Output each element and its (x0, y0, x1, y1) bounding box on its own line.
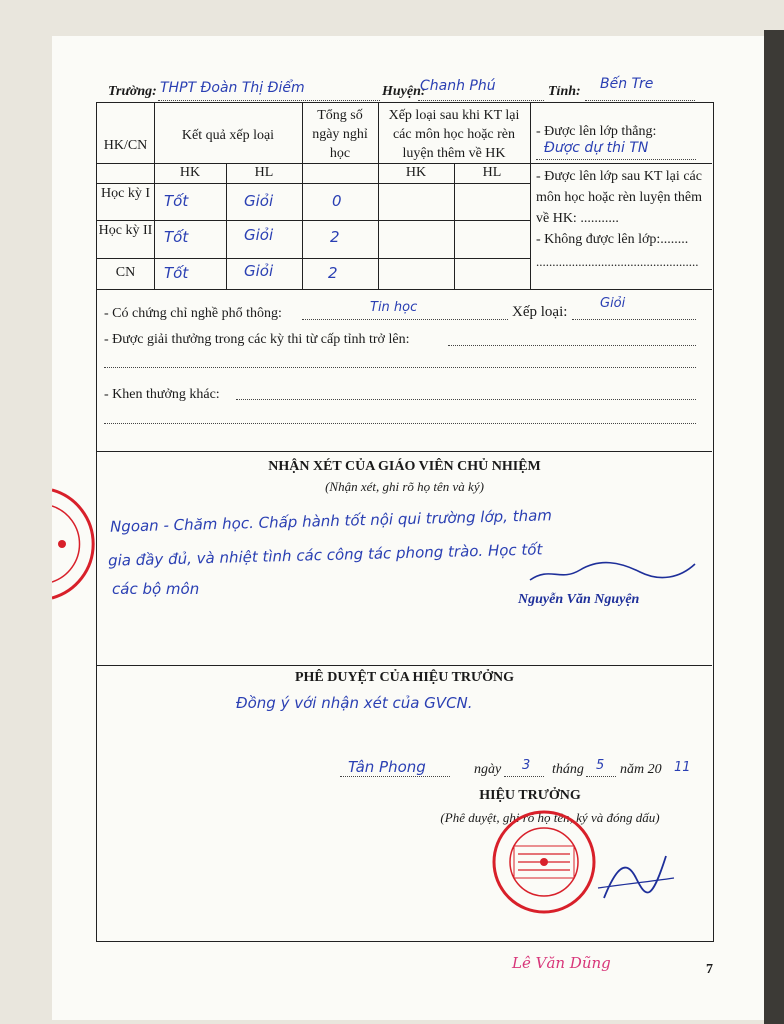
row-label-cn: CN (115, 265, 136, 280)
teacher-comment-line3: các bộ môn (112, 580, 200, 598)
teacher-signature-scribble (520, 558, 700, 588)
other-award-label: - Khen thưởng khác: (104, 387, 220, 402)
principal-signature-name: Lê Văn Dũng (512, 954, 611, 972)
principal-role: HIỆU TRƯỞNG (479, 788, 581, 803)
principal-note: (Phê duyệt, ghi rõ họ tên, ký và đóng dấu) (440, 810, 660, 825)
rank-value: Giỏi (600, 296, 626, 311)
teacher-section-title: NHẬN XÉT CỦA GIÁO VIÊN CHỦ NHIỆM (268, 459, 541, 474)
not-promoted: - Không được lên lớp:........ (536, 232, 689, 247)
principal-signature-scribble (596, 848, 676, 908)
col-afterkt-header: Xếp loại sau khi KT lại các môn học hoặc rèn luyện thêm về HK (388, 108, 520, 161)
row-hk2-hl: Giỏi (244, 226, 274, 244)
promo-after-kt: - Được lên lớp sau KT lại các môn học hoặc rèn luyện thêm về HK: ........... (536, 169, 703, 226)
row-hk1-hk: Tốt (164, 192, 189, 210)
date-month-label: tháng (552, 762, 584, 777)
row-cn-hk: Tốt (164, 264, 189, 282)
school-label: Trường: (108, 84, 157, 99)
vocational-label: - Có chứng chỉ nghề phổ thông: (104, 306, 282, 321)
col-result-header: Kết quả xếp loại (181, 128, 275, 143)
school-stamp (484, 808, 604, 916)
teacher-section-subtitle: (Nhận xét, ghi rõ họ tên và ký) (325, 479, 484, 494)
promo-direct-label: - Được lên lớp thẳng: (536, 124, 657, 139)
row-label-hk2: Học kỳ II (98, 223, 153, 238)
row-hk1-absent: 0 (332, 192, 342, 210)
row-label-hk1: Học kỳ I (101, 186, 150, 201)
page-edge (764, 30, 784, 1024)
row-hk1-hl: Giỏi (244, 192, 274, 210)
row-hk2-absent: 2 (330, 228, 340, 246)
teacher-signature-name: Nguyễn Văn Nguyện (518, 592, 640, 607)
date-day: 3 (522, 758, 531, 773)
teacher-comment-line1: Ngoan - Chăm học. Chấp hành tốt nội qui trường lớp, tham (109, 506, 553, 536)
principal-comment: Đồng ý với nhận xét của GVCN. (236, 694, 473, 712)
district-label: Huyện: (382, 84, 426, 99)
date-year: 11 (674, 760, 691, 775)
sub-hl-header: HL (254, 165, 274, 180)
date-month: 5 (596, 758, 605, 773)
vocational-value: Tin học (370, 300, 418, 315)
province-label: Tỉnh: (548, 84, 581, 99)
school-value: THPT Đoàn Thị Điểm (160, 80, 305, 96)
col-absent-header: Tổng số ngày nghỉ học (312, 108, 368, 161)
not-promoted-dots: .................................................. (536, 254, 699, 269)
principal-place: Tân Phong (348, 758, 426, 776)
date-day-label: ngày (474, 762, 502, 777)
sub-hk2-header: HK (405, 165, 427, 180)
edge-stamp-fragment (52, 486, 100, 602)
row-cn-absent: 2 (328, 264, 338, 282)
sub-hl2-header: HL (482, 165, 502, 180)
col-hkcn-header: HK/CN (103, 138, 148, 153)
principal-section-title: PHÊ DUYỆT CỦA HIỆU TRƯỞNG (294, 670, 515, 685)
sub-hk-header: HK (179, 165, 201, 180)
row-cn-hl: Giỏi (244, 262, 274, 280)
row-hk2-hk: Tốt (164, 228, 189, 246)
rank-label: Xếp loại: (512, 304, 568, 320)
page-number: 7 (706, 962, 713, 977)
district-value: Chanh Phú (420, 78, 496, 94)
province-value: Bến Tre (600, 76, 654, 92)
date-year-label: năm 20 (620, 762, 662, 777)
teacher-comment-line2: gia đầy đủ, và nhiệt tình các công tác phong trào. Học tốt (107, 540, 543, 570)
promo-direct-value: Được dự thi TN (544, 140, 649, 156)
provincial-award-label: - Được giải thưởng trong các kỳ thi từ cấp tỉnh trở lên: (104, 332, 410, 347)
